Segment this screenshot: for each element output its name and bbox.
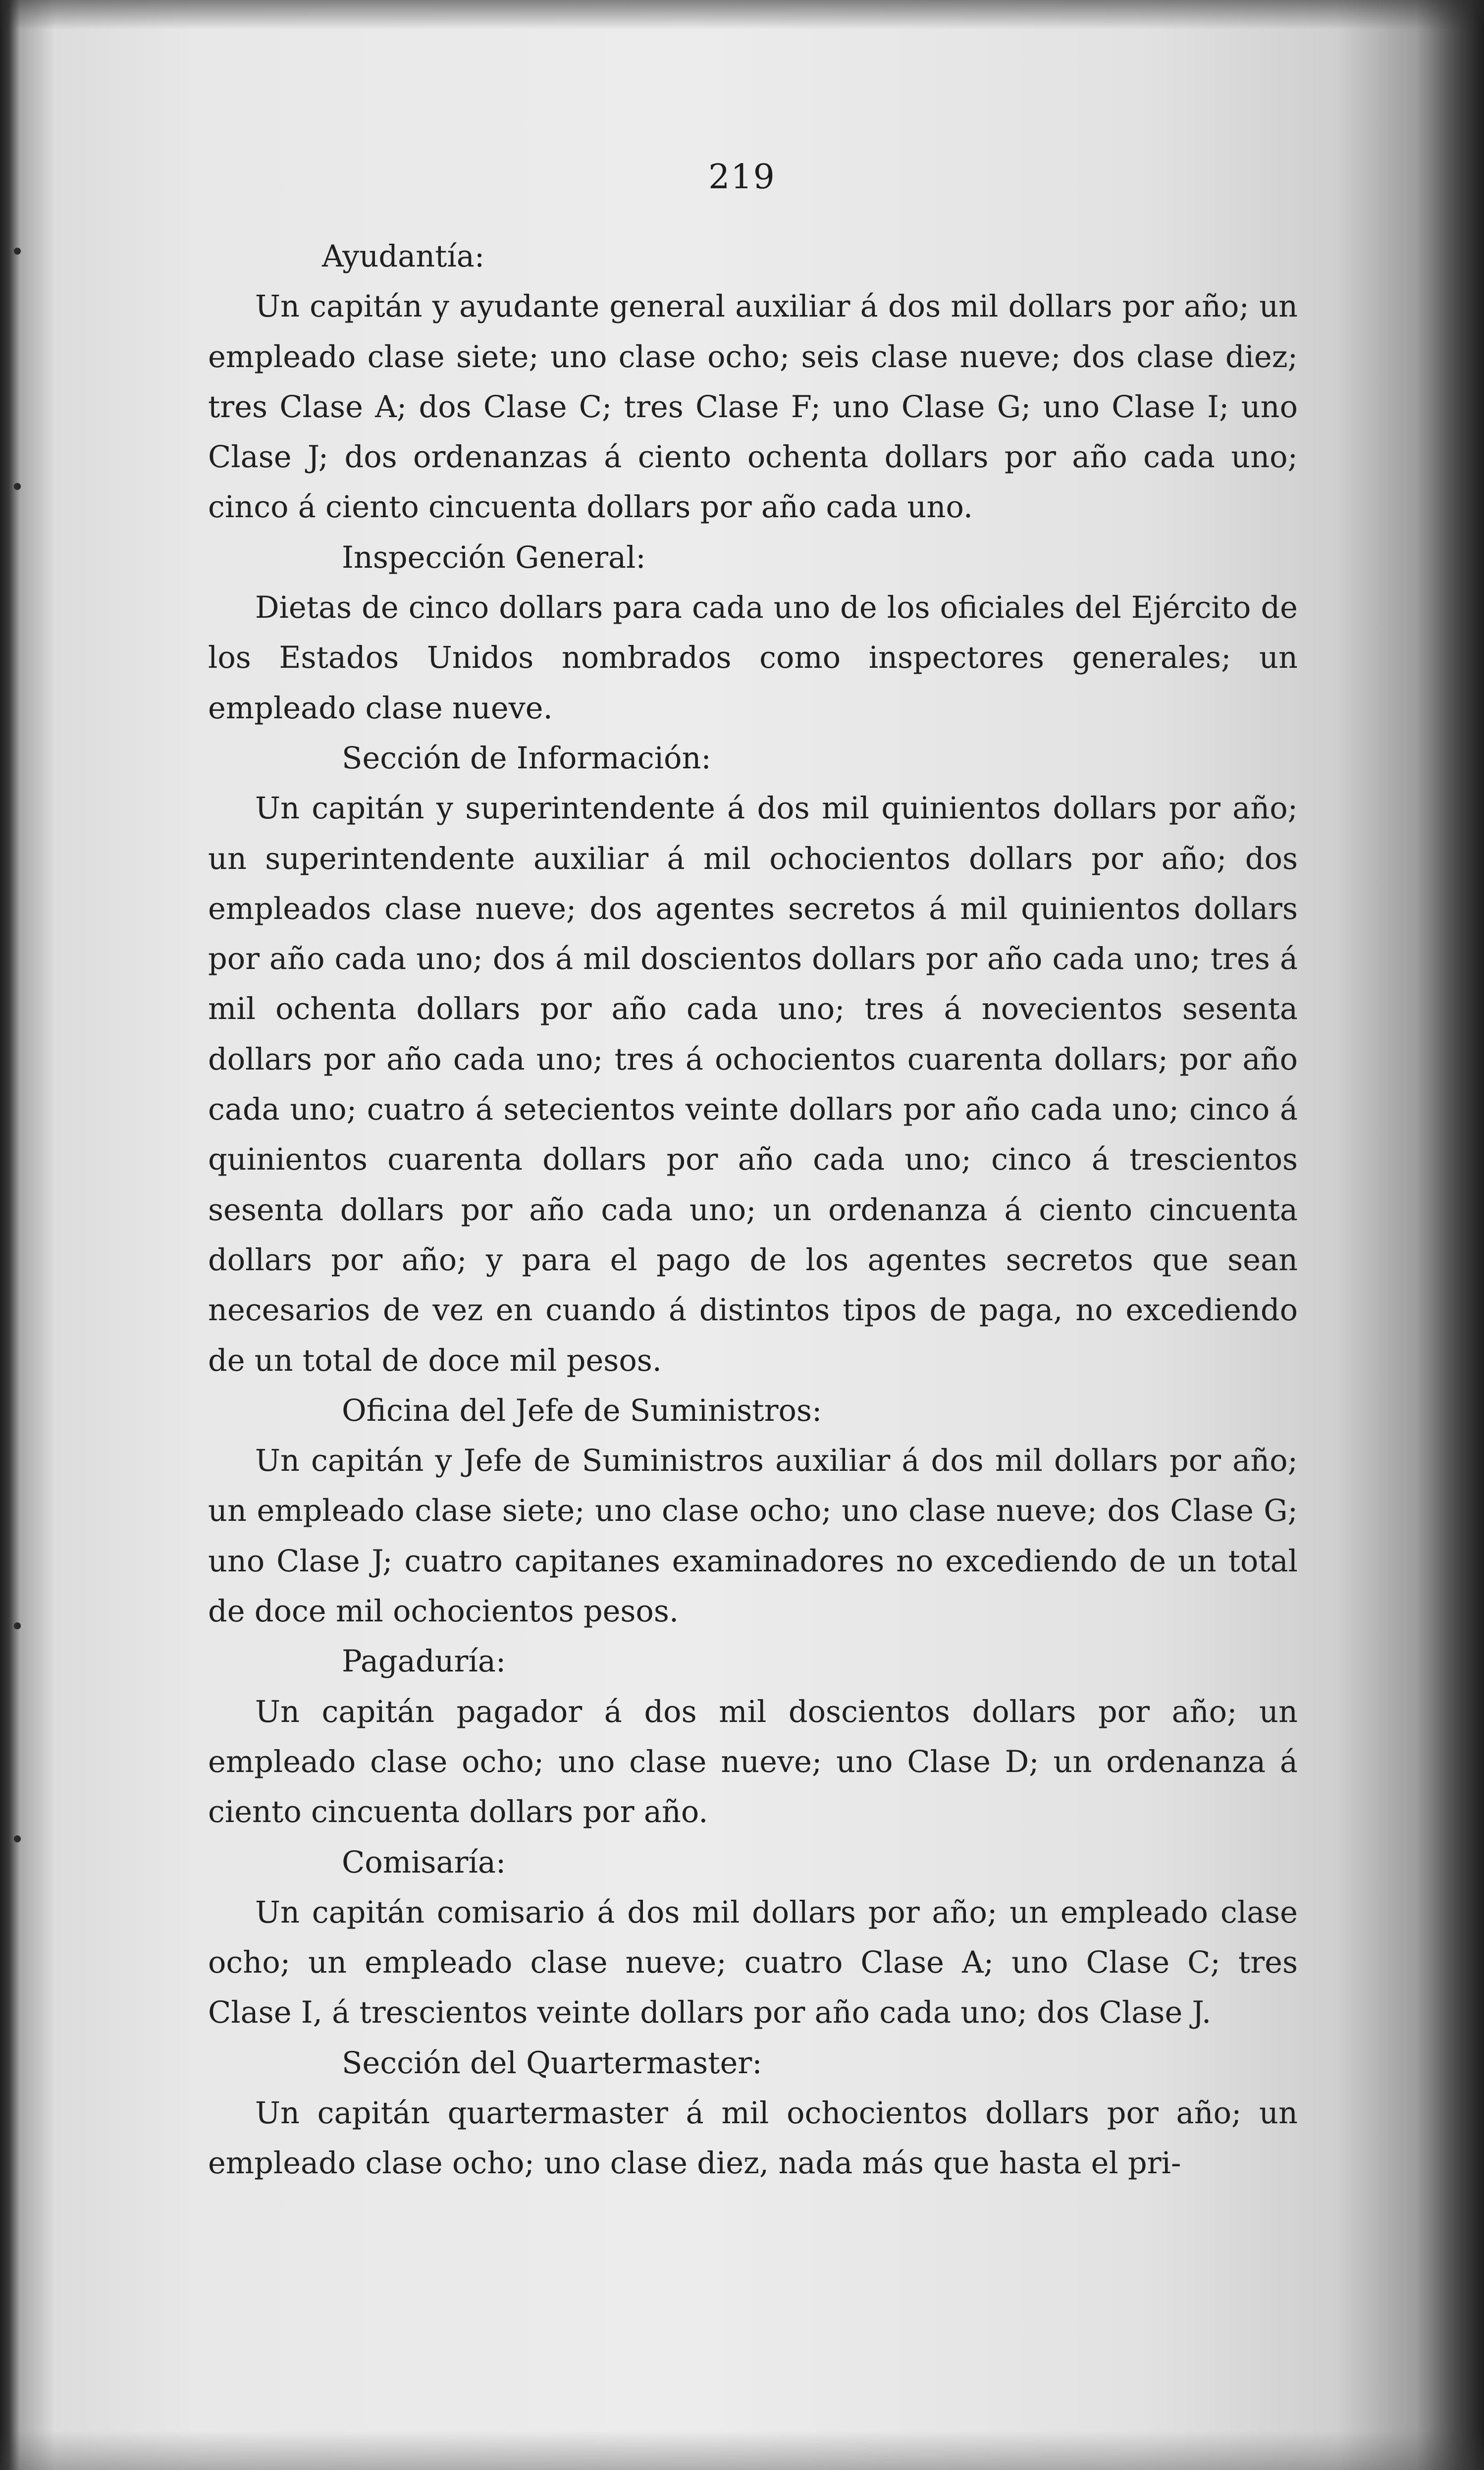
section-heading-seccion-de-informacion: Sección de Información: <box>342 741 711 776</box>
page-body <box>208 232 1298 2189</box>
section-heading-oficina-jefe-suministros: Oficina del Jefe de Suministros: <box>342 1393 822 1428</box>
page-number: 219 <box>708 158 776 197</box>
section-heading-inspeccion-general: Inspección General: <box>342 540 646 575</box>
binding-edge <box>14 0 44 2470</box>
section-paragraph-seccion-de-informacion: Un capitán y superintendente á dos mil quinientos dollars por año; un superintendente auxiliar á mil ochocientos dollars por año; dos empleados clase nueve; dos agentes secretos á mil quinientos dollars por año cada uno; dos á mil doscientos dollars por año cada uno; tres á mil ochenta dollars por año cada uno; tres á novecientos sesenta dollars por año cada uno; tres á ochocientos cuarenta dollars; por año cada uno; cuatro á setecientos veinte dollars por año cada uno; cinco á quinientos cuarenta dollars por año cada uno; cinco á trescientos sesenta dollars por año cada uno; un ordenanza á ciento cincuenta dollars por año; y para el pago de los agentes secretos que sean necesarios de vez en cuando á distintos tipos de paga, no excediendo de un total de doce mil pesos. <box>208 791 1298 1378</box>
section-paragraph-oficina-jefe-suministros: Un capitán y Jefe de Suministros auxiliar á dos mil dollars por año; un empleado clase siete; uno clase ocho; uno clase nueve; dos Clase G; uno Clase J; cuatro capitanes examinadores no excediendo de un total de doce mil ochocientos pesos. <box>208 1444 1298 1629</box>
section-heading-seccion-quartermaster: Sección del Quartermaster: <box>342 2045 762 2081</box>
section-paragraph-inspeccion-general: Dietas de cinco dollars para cada uno de los oficiales del Ejército de los Estados Unidos nombrados como inspectores generales; un empleado clase nueve. <box>208 591 1298 726</box>
section-paragraph-comisaria: Un capitán comisario á dos mil dollars por año; un empleado clase ocho; un empleado clase nueve; cuatro Clase A; uno Clase C; tres Clase I, á trescientos veinte dollars por año cada uno; dos Clase J. <box>208 1895 1298 2031</box>
section-heading-ayudantia: Ayudantía: <box>322 239 485 274</box>
edge-speck <box>14 1835 21 1842</box>
section-heading-comisaria: Comisaría: <box>342 1845 506 1880</box>
edge-speck <box>14 248 21 255</box>
edge-speck <box>14 1622 21 1629</box>
section-paragraph-pagaduria: Un capitán pagador á dos mil doscientos dollars por año; un empleado clase ocho; uno clase nueve; uno Clase D; un ordenanza á ciento cincuenta dollars por año. <box>208 1694 1298 1830</box>
section-paragraph-ayudantia: Un capitán y ayudante general auxiliar á dos mil dollars por año; un empleado clase siete; uno clase ocho; seis clase nueve; dos clase diez; tres Clase A; dos Clase C; tres Clase F; uno Clase G; uno Clase I; uno Clase J; dos ordenanzas á ciento ochenta dollars por año cada uno; cinco á ciento cincuenta dollars por año cada uno. <box>208 289 1298 525</box>
section-paragraph-seccion-quartermaster: Un capitán quartermaster á mil ochocientos dollars por año; un empleado clase ocho; uno clase diez, nada más que hasta el pri- <box>208 2095 1298 2181</box>
section-heading-pagaduria: Pagaduría: <box>342 1644 506 1679</box>
edge-speck <box>14 483 21 490</box>
